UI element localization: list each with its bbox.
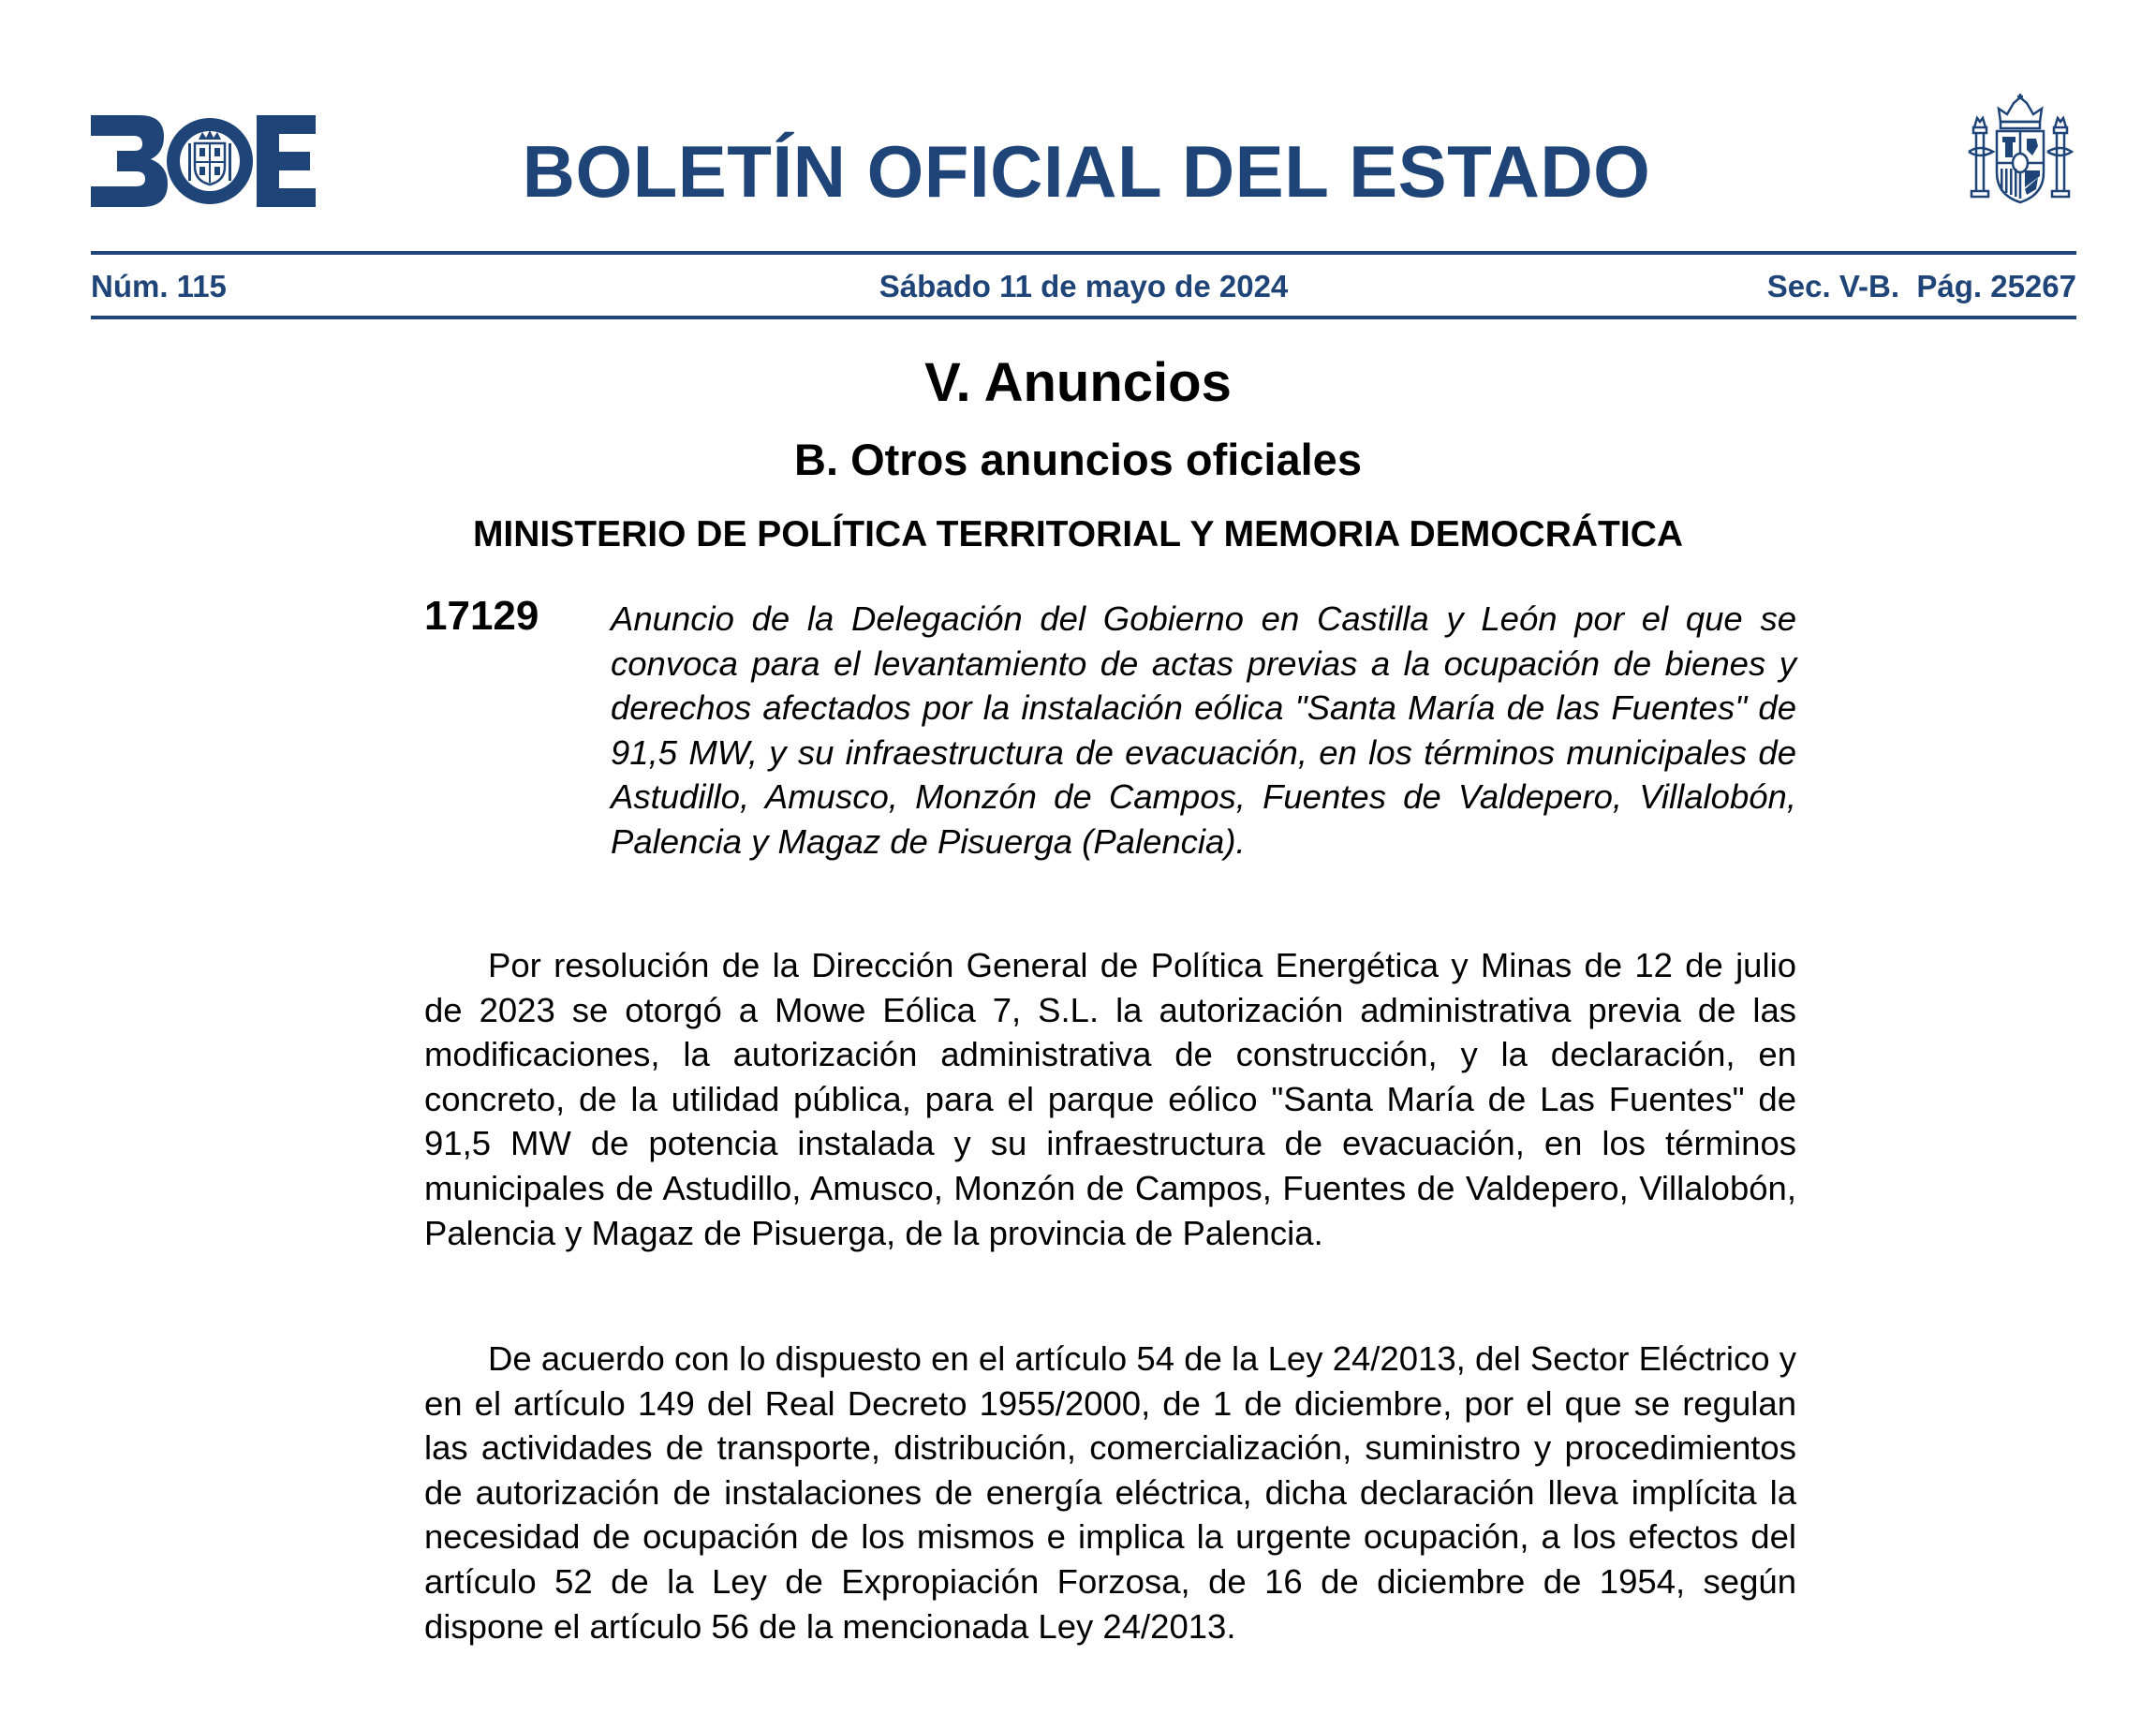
section-page: Sec. V-B. Pág. 25267 [1766, 269, 2076, 303]
coat-of-arms-icon [1965, 94, 2075, 210]
section-title: V. Anuncios [924, 352, 1232, 413]
ministry-heading: MINISTERIO DE POLÍTICA TERRITORIAL Y MEMORIA DEMOCRÁTICA [472, 514, 1684, 554]
boe-logo-icon [91, 115, 316, 207]
announcement-title: Anuncio de la Delegación del Gobierno en Castilla y León por el que se convoca para el levantamiento de actas previas a la ocupación de bienes y derechos afectados por la instalación eólica "Santa María de las Fuentes" de 91,5 MW, y su infraestructura de evacuación, en los términos municipales de Astudillo, Amusco, Monzón de Campos, Fuentes de Valdepero, Villalobón, Palencia y Magaz de Pisuerga (Palencia). [611, 599, 1796, 861]
masthead-title: BOLETÍN OFICIAL DEL ESTADO [522, 130, 1651, 213]
header-rule-top [91, 251, 2076, 255]
header-rule-bottom [91, 316, 2076, 319]
announcement-number: 17129 [424, 593, 539, 639]
subsection-title: B. Otros anuncios oficiales [794, 435, 1362, 484]
issue-date: Sábado 11 de mayo de 2024 [879, 269, 1289, 303]
issue-number: Núm. 115 [91, 269, 227, 303]
issue-info-bar [91, 267, 2076, 306]
body-paragraph: Por resolución de la Dirección General de Política Energética y Minas de 12 de julio de 2023 se otorgó a Mowe Eólica 7, S.L. la autorización administrativa previa de las modificaciones, la autorización administrativa de construcción, y la declaración, en concreto, de la utilidad pública, para el parque eólico "Santa María de Las Fuentes" de 91,5 MW de potencia instalada y su infraestructura de evacuación, en los términos municipales de Astudillo, Amusco, Monzón de Campos, Fuentes de Valdepero, Villalobón, Palencia y Magaz de Pisuerga, de la provincia de Palencia. [424, 946, 1796, 1252]
body-paragraph: De acuerdo con lo dispuesto en el artículo 54 de la Ley 24/2013, del Sector Eléctrico y en el artículo 149 del Real Decreto 1955/2000, de 1 de diciembre, por el que se regulan las actividades de transporte, distribución, comercialización, suministro y procedimientos de autorización de instalaciones de energía eléctrica, dicha declaración lleva implícita la necesidad de ocupación de los mismos e implica la urgente ocupación, a los efectos del artículo 52 de la Ley de Expropiación Forzosa, de 16 de diciembre de 1954, según dispone el artículo 56 de la mencionada Ley 24/2013. [424, 1339, 1796, 1646]
